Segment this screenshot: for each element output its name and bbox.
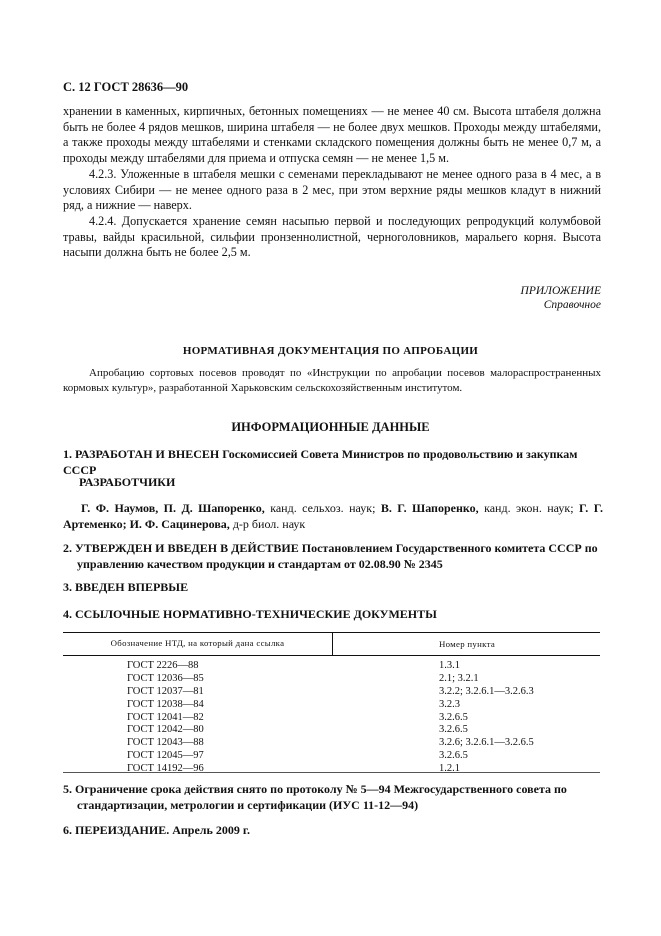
normative-title: НОРМАТИВНАЯ ДОКУМЕНТАЦИЯ ПО АПРОБАЦИИ — [182, 345, 479, 357]
developer-names-1: Г. Ф. Наумов, П. Д. Шапоренко, — [81, 501, 265, 515]
appendix-title: ПРИЛОЖЕНИЕ — [520, 285, 601, 297]
table-row — [63, 673, 600, 686]
table-cell-doc: ГОСТ 12037—81 — [127, 685, 204, 697]
info-section-6: 6. ПЕРЕИЗДАНИЕ. Апрель 2009 г. — [63, 823, 250, 837]
table-header — [63, 632, 600, 656]
table-header-doc: Обозначение НТД, на который дана ссылка — [110, 638, 285, 648]
table-row — [63, 686, 600, 699]
info-section-3: 3. ВВЕДЕН ВПЕРВЫЕ — [63, 580, 189, 594]
paragraph-4-2-4: 4.2.4. Допускается хранение семян насыпью первой и последующих репродукций колумбовой травы, вайды красильной, сильфии пронзеннолистной, черноголовников, маральего корня. Высота насыпи должна быть не более 2,5 м. — [63, 213, 601, 260]
table-cell-item: 1.3.1 — [439, 660, 460, 671]
table-row — [63, 712, 600, 725]
table-body — [63, 656, 600, 776]
table-cell-item: 3.2.6.5 — [439, 750, 468, 762]
paragraph-4-2-3: 4.2.3. Уложенные в штабеля мешки с семенами перекладывают не менее одного раза в 4 мес, а в условиях Сибири — не менее одного раза в 2 мес, при этом верхние ряды мешков кладут в нижний ряд, а нижние — наверх. — [63, 166, 601, 213]
info-section-5: 5. Ограничение срока действия снято по протоколу № 5—94 Межгосударственного совета по стандартизации, метрологии и сертификации (ИУС 11-12—94) — [63, 782, 567, 812]
references-table — [63, 632, 600, 776]
table-cell-doc: ГОСТ 12042—80 — [127, 724, 204, 736]
info-section-1: 1. РАЗРАБОТАН И ВНЕСЕН Госкомиссией Совета Министров по продовольствию и закупкам СССР — [63, 447, 578, 477]
developer-degree-1: канд. сельхоз. наук; — [264, 501, 381, 515]
developer-degree-3: д-р биол. наук — [229, 517, 306, 531]
table-row — [63, 750, 600, 763]
table-cell-doc: ГОСТ 12041—82 — [127, 711, 204, 723]
info-title: ИНФОРМАЦИОННЫЕ ДАННЫЕ — [231, 420, 430, 434]
developer-degree-2: канд. экон. наук; — [478, 501, 579, 515]
table-cell-item: 3.2.6.5 — [439, 724, 468, 736]
table-row — [63, 763, 600, 776]
table-cell-item: 3.2.6.5 — [439, 711, 468, 723]
table-cell-item: 1.2.1 — [439, 763, 460, 775]
table-cell-item: 3.2.2; 3.2.6.1—3.2.6.3 — [439, 685, 534, 697]
developers-list — [63, 500, 603, 532]
table-cell-item: 2.1; 3.2.1 — [439, 672, 479, 684]
table-cell-item: 3.2.3 — [439, 698, 460, 710]
table-cell-doc: ГОСТ 2226—88 — [127, 660, 199, 671]
info-section-2: 2. УТВЕРЖДЕН И ВВЕДЕН В ДЕЙСТВИЕ Постановлением Государственного комитета СССР по управлению качеством продукции и стандартам от 02.08.90 № 2345 — [63, 541, 598, 571]
table-row — [63, 660, 600, 673]
table-header-item: Номер пункта — [332, 633, 601, 655]
table-cell-doc: ГОСТ 12043—88 — [127, 737, 204, 749]
table-cell-doc: ГОСТ 14192—96 — [127, 763, 204, 775]
info-section-4: 4. ССЫЛОЧНЫЕ НОРМАТИВНО-ТЕХНИЧЕСКИЕ ДОКУМЕНТЫ — [63, 607, 437, 621]
paragraph-storage-continued: хранении в каменных, кирпичных, бетонных помещениях — не менее 40 см. Высота штабеля должна быть не более 4 рядов мешков, ширина штабеля — не более двух мешков. Проходы между штабелями, а также проходы между штабелями и стенками складского помещения должны быть не менее 0,7 м, а проходы между штабелями для приема и отпуска семян — не менее 1,5 м. — [63, 104, 601, 166]
table-cell-doc: ГОСТ 12036—85 — [127, 672, 204, 684]
table-cell-item: 3.2.6; 3.2.6.1—3.2.6.5 — [439, 737, 534, 749]
table-cell-doc: ГОСТ 12038—84 — [127, 698, 204, 710]
developer-names-2: В. Г. Шапоренко, — [380, 501, 479, 515]
table-cell-doc: ГОСТ 12045—97 — [127, 750, 204, 762]
table-row — [63, 724, 600, 737]
storage-section — [63, 104, 601, 261]
normative-text: Апробацию сортовых посевов проводят по «Инструкции по апробации посевов малораспространенных кормовых культур», разработанной Харьковским сельскохозяйственным институтом. — [63, 367, 601, 394]
page-header: С. 12 ГОСТ 28636—90 — [63, 80, 189, 94]
developers-title: РАЗРАБОТЧИКИ — [79, 475, 176, 489]
developer-names-3: Г. Г. Артеменко; И. Ф. Сацинерова, — [63, 501, 604, 531]
table-bottom-rule — [63, 772, 600, 773]
table-row — [63, 737, 600, 750]
table-row — [63, 699, 600, 712]
appendix-subtitle: Справочное — [543, 299, 601, 311]
